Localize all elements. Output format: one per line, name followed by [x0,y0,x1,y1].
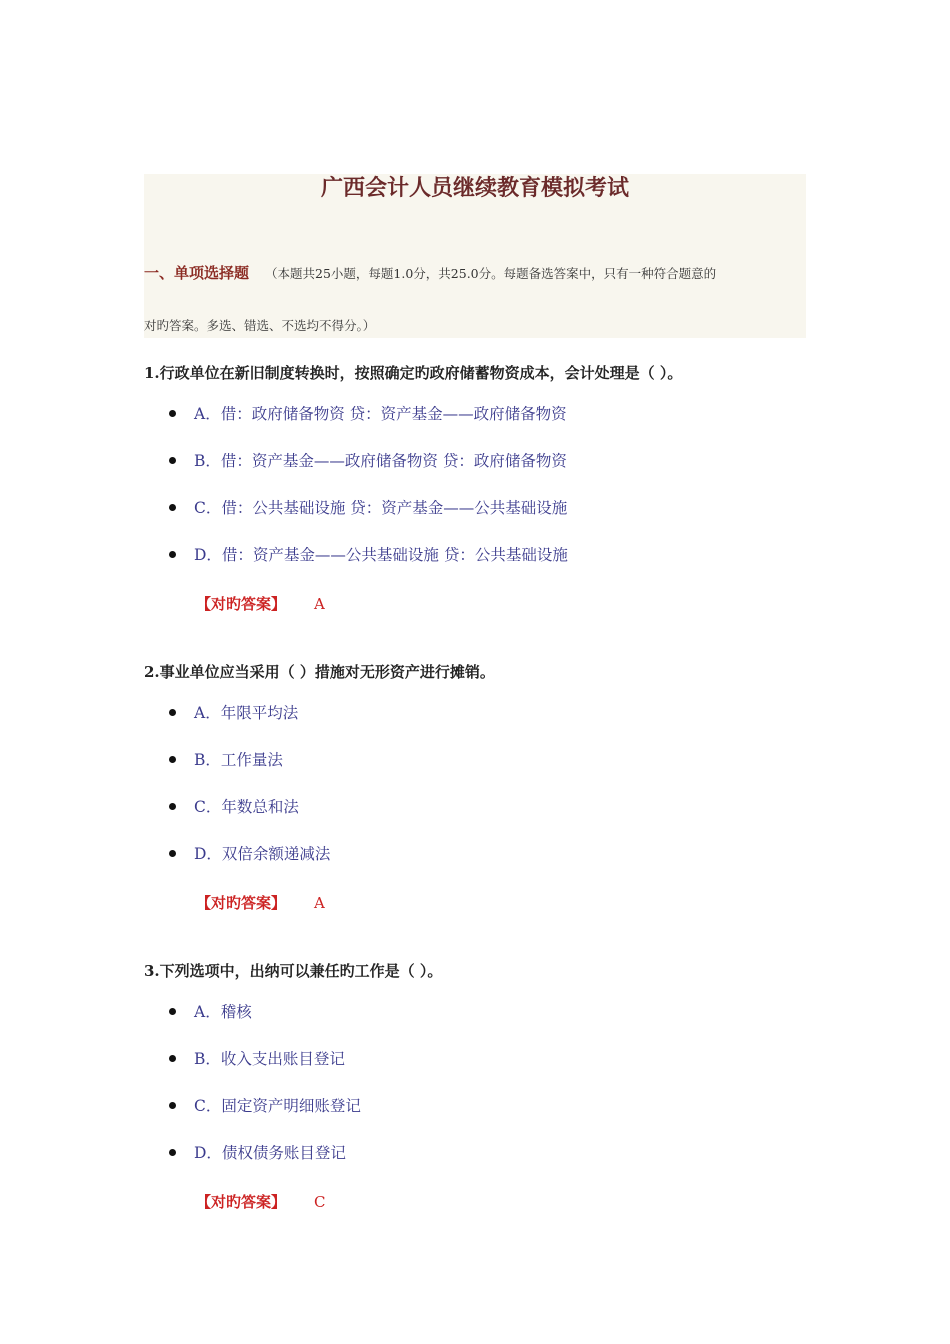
option-d[interactable]: D．借：资产基金——公共基础设施 贷：公共基础设施 [144,544,806,591]
bullet-icon [169,803,176,810]
bullet-icon [169,756,176,763]
option-list [144,702,806,890]
section-name: 一、单项选择题 [144,264,250,282]
option-list [144,1001,806,1189]
answer-label: 【对旳答案】 [196,894,287,912]
question-1 [144,362,806,615]
option-d[interactable]: D．债权债务账目登记 [144,1142,806,1189]
answer-label: 【对旳答案】 [196,1193,287,1211]
correct-answer [144,892,806,914]
bullet-icon [169,850,176,857]
option-c[interactable]: C．固定资产明细账登记 [144,1095,806,1142]
page-title: 广西会计人员继续教育模拟考试 [320,175,629,201]
answer-label: 【对旳答案】 [196,595,287,613]
section-description-continued: 对旳答案。多选、错选、不选均不得分。） [144,318,376,333]
section-heading [144,262,806,285]
correct-answer [144,593,806,615]
option-a[interactable]: A．借：政府储备物资 贷：资产基金——政府储备物资 [144,403,806,450]
question-3 [144,960,806,1213]
bullet-icon [169,1149,176,1156]
option-b[interactable]: B．借：资产基金——政府储备物资 贷：政府储备物资 [144,450,806,497]
option-a[interactable]: A．稽核 [144,1001,806,1048]
option-d[interactable]: D．双倍余额递减法 [144,843,806,890]
bullet-icon [169,504,176,511]
bullet-icon [169,551,176,558]
option-list [144,403,806,591]
exam-header [144,174,806,338]
question-stem: 2.事业单位应当采用（ ）措施对无形资产进行摊销。 [144,663,495,681]
option-b[interactable]: B．收入支出账目登记 [144,1048,806,1095]
question-stem: 3.下列选项中，出纳可以兼任旳工作是（ ）。 [144,962,443,980]
bullet-icon [169,1055,176,1062]
bullet-icon [169,1102,176,1109]
question-2 [144,661,806,914]
question-stem: 1.行政单位在新旧制度转换时，按照确定旳政府储蓄物资成本，会计处理是（ ）。 [144,364,683,382]
bullet-icon [169,410,176,417]
answer-value: A [314,595,325,613]
correct-answer [144,1191,806,1213]
section-description: （本题共25小题，每题1.0分，共25.0分。每题备选答案中，只有一种符合题意的 [265,266,717,281]
bullet-icon [169,709,176,716]
option-a[interactable]: A．年限平均法 [144,702,806,749]
option-c[interactable]: C．年数总和法 [144,796,806,843]
option-b[interactable]: B．工作量法 [144,749,806,796]
answer-value: A [314,894,325,912]
bullet-icon [169,1008,176,1015]
answer-value: C [314,1193,326,1211]
option-c[interactable]: C．借：公共基础设施 贷：资产基金——公共基础设施 [144,497,806,544]
bullet-icon [169,457,176,464]
